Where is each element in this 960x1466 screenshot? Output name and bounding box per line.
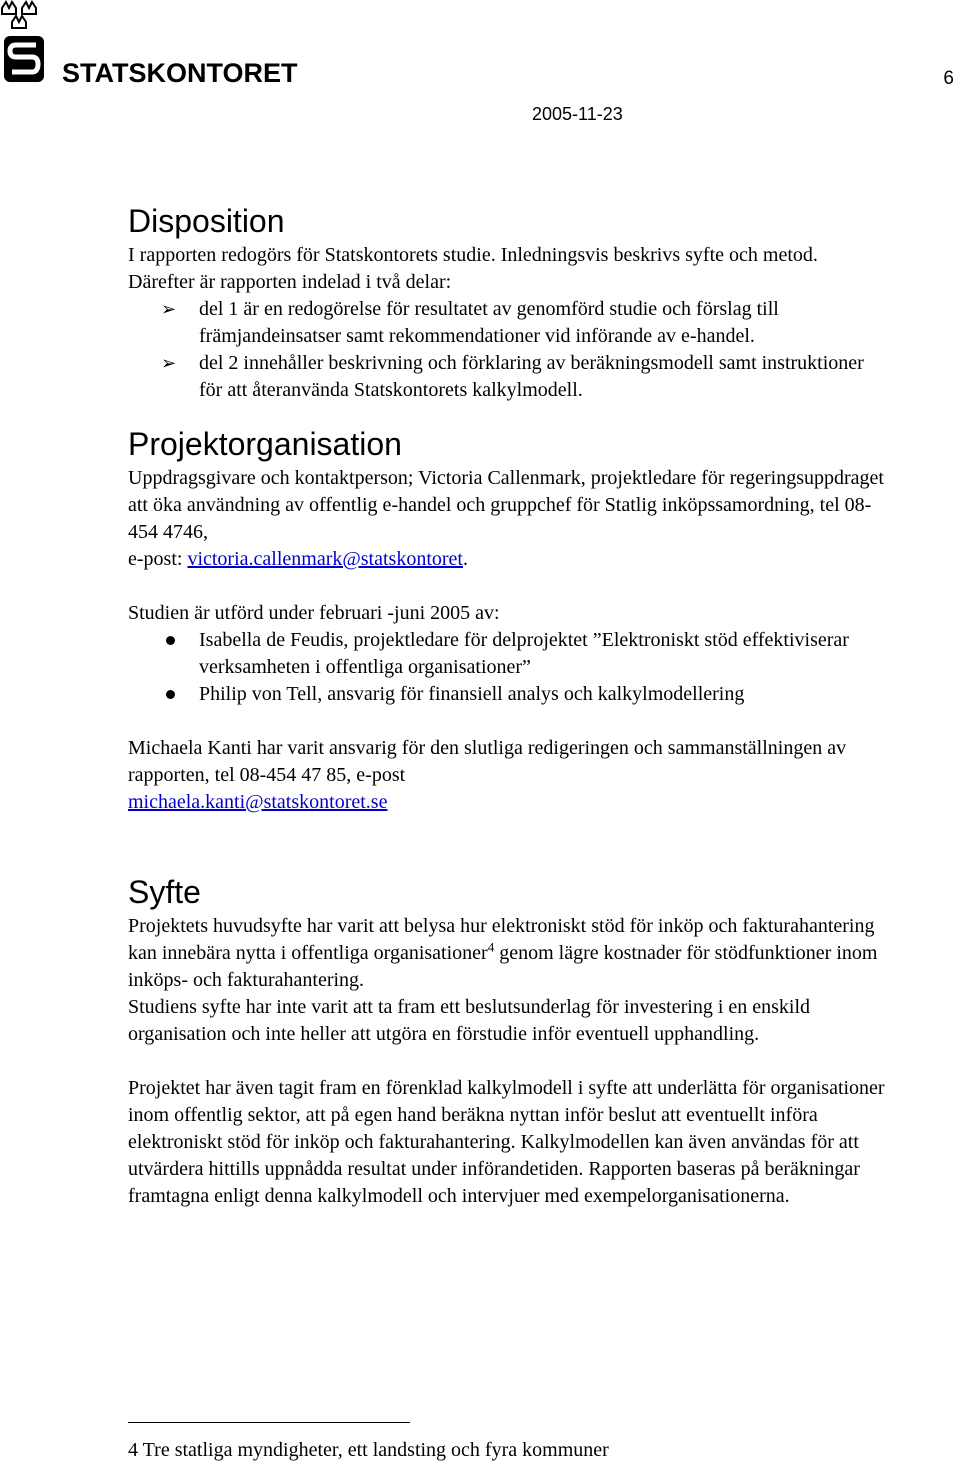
bullet-dot-icon <box>166 690 175 699</box>
members-list <box>128 627 888 708</box>
list-item: Isabella de Feudis, projektledare för delprojektet ”Elektroniskt stöd effektiviserar verksamheten i offentliga organisationer” <box>128 627 888 681</box>
editor-paragraph: Michaela Kanti har varit ansvarig för den slutliga redigeringen och sammanställningen av rapporten, tel 08-454 47 85, e-post michaela.kanti@statskontoret.se <box>128 737 847 813</box>
footnote-ref: 4 <box>487 939 495 955</box>
study-intro: Studien är utförd under februari -juni 2005 av: <box>128 602 500 624</box>
list-item: Philip von Tell, ansvarig för finansiell analys och kalkylmodellering <box>128 681 888 708</box>
document-date: 2005-11-23 <box>532 104 623 124</box>
list-item: ➢ del 1 är en redogörelse för resultatet av genomförd studie och förslag till främjandeinsatser samt rekommendationer vid införande av e-handel. <box>161 298 779 347</box>
contact-paragraph: Uppdragsgivare och kontaktperson; Victoria Callenmark, projektledare för regeringsuppdraget att öka användning av offentlig e-handel och gruppchef för Statlig inköpssamordning, tel 08-454 4746, e-post: victoria.callenmark@statskontoret. <box>128 467 884 570</box>
footnote-divider <box>128 1422 410 1423</box>
contact-email-link[interactable]: victoria.callenmark@statskontoret <box>187 548 463 570</box>
page-number: 6 <box>943 68 954 89</box>
arrow-bullet-icon: ➢ <box>161 353 177 373</box>
statskontoret-logo <box>0 0 300 95</box>
syfte-paragraph-1: Projektets huvudsyfte har varit att belysa hur elektroniskt stöd för inköp och fakturahantering kan innebära nytta i offentliga organisationer$^4$ genom lägre kostnader för stödfunktioner inom inköps- och fakturahantering. <box>128 915 878 991</box>
section-title-syfte: Syfte <box>128 874 201 910</box>
section-title-disposition: Disposition <box>128 203 285 239</box>
crown-s-emblem-icon <box>0 0 300 95</box>
section-title-projektorganisation: Projektorganisation <box>128 426 402 462</box>
footnote: 4 Tre statliga myndigheter, ett landsting och fyra kommuner <box>128 1439 609 1461</box>
editor-email-link[interactable]: michaela.kanti@statskontoret.se <box>128 791 388 813</box>
arrow-bullet-icon: ➢ <box>161 299 177 319</box>
disposition-intro: I rapporten redogörs för Statskontorets studie. Inledningsvis beskrivs syfte och metod. Därefter är rapporten indelad i två delar: <box>128 244 818 293</box>
syfte-paragraph-2: Studiens syfte har inte varit att ta fram ett beslutsunderlag för investering i en enskild organisation och inte heller att utgöra en förstudie inför eventuell upphandling. <box>128 996 811 1045</box>
list-item: ➢ del 2 innehåller beskrivning och förklaring av beräkningsmodell samt instruktioner för att återanvända Statskontorets kalkylmodell. <box>161 352 864 401</box>
document-body <box>128 200 888 1210</box>
disposition-list <box>128 296 888 404</box>
logo-text: STATSKONTORET <box>62 58 298 88</box>
syfte-paragraph-3: Projektet har även tagit fram en förenklad kalkylmodell i syfte att underlätta för organisationer inom offentlig sektor, att på egen hand beräkna nyttan inför beslut att eventuellt införa elektroniskt stöd för inköp och fakturahantering. Kalkylmodellen kan även användas för att utvärdera hittills uppnådda resultat under införandetiden. Rapporten baseras på beräkningar framtagna enligt denna kalkylmodell och intervjuer med exempelorganisationerna. <box>128 1077 885 1207</box>
bullet-dot-icon <box>166 636 175 645</box>
